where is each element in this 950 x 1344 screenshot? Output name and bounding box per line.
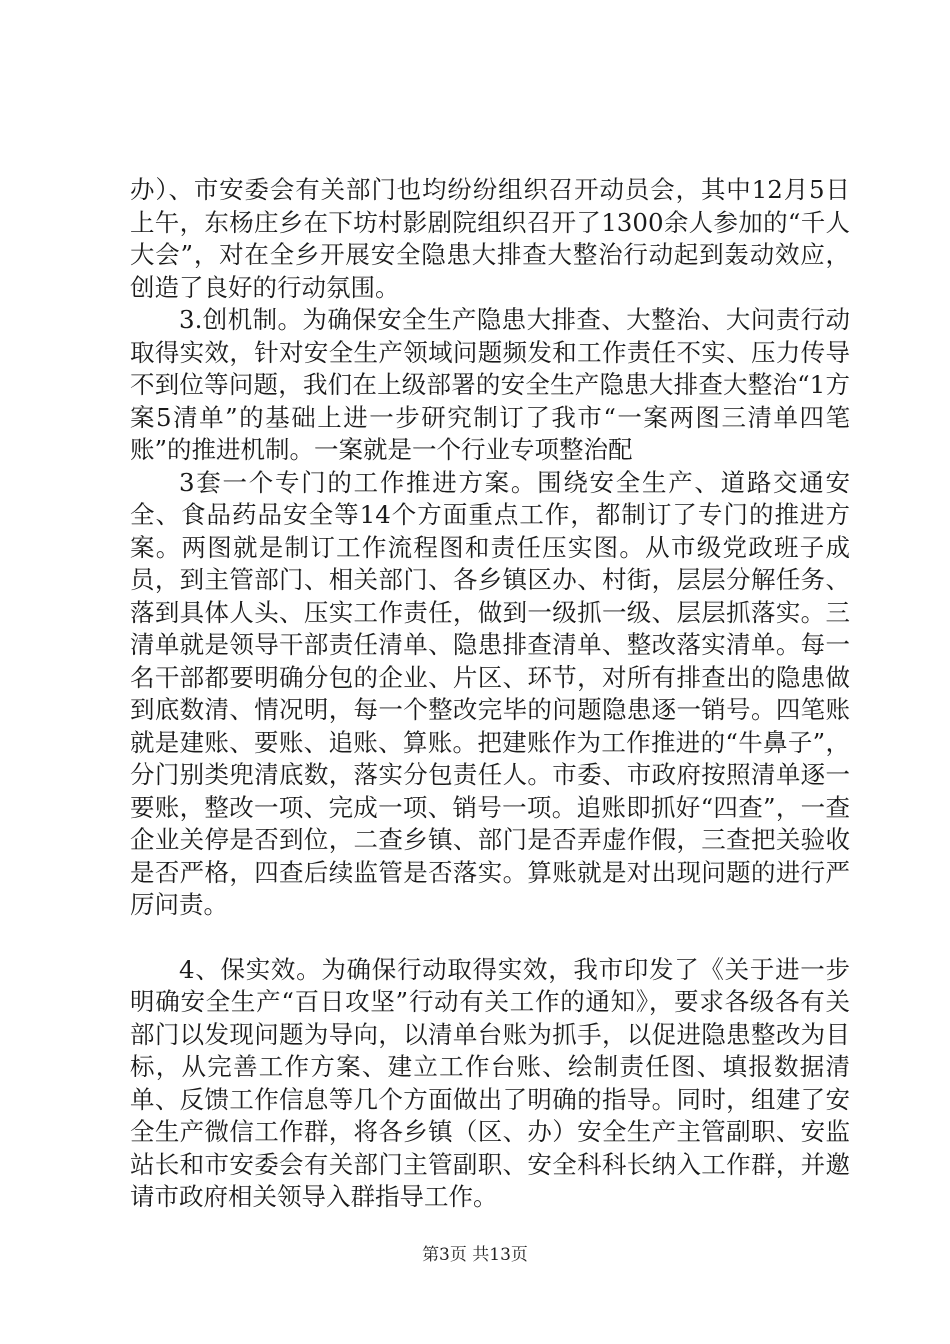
- paragraph-mechanism: 3.创机制。为确保安全生产隐患大排查、大整治、大问责行动取得实效，针对安全生产领域问题频发和工作责任不实、压力传导不到位等问题，我们在上级部署的安全生产隐患大排查大整治“1方案5清单”的基础上进一步研究制订了我市“一案两图三清单四笔账”的推进机制。一案就是一个行业专项整治配: [130, 305, 850, 464]
- document-body: [130, 174, 850, 1214]
- paragraph-continuation: 办）、市安委会有关部门也均纷纷组织召开动员会，其中12月5日上午，东杨庄乡在下坊村影剧院组织召开了1300余人参加的“千人大会”，对在全乡开展安全隐患大排查大整治行动起到轰动效应，创造了良好的行动氛围。: [130, 175, 850, 302]
- paragraph-plan-details: 3套一个专门的工作推进方案。围绕安全生产、道路交通安全、食品药品安全等14个方面重点工作，都制订了专门的推进方案。两图就是制订工作流程图和责任压实图。从市级党政班子成员，到主管部门、相关部门、各乡镇区办、村街，层层分解任务、落到具体人头、压实工作责任，做到一级抓一级、层层抓落实。三清单就是领导干部责任清单、隐患排查清单、整改落实清单。每一名干部都要明确分包的企业、片区、环节，对所有排查出的隐患做到底数清、情况明，每一个整改完毕的问题隐患逐一销号。四笔账就是建账、要账、追账、算账。把建账作为工作推进的“牛鼻子”，分门别类兜清底数，落实分包责任人。市委、市政府按照清单逐一要账，整改一项、完成一项、销号一项。追账即抓好“四查”，一查企业关停是否到位，二查乡镇、部门是否弄虚作假，三查把关验收是否严格，四查后续监管是否落实。算账就是对出现问题的进行严厉问责。: [130, 467, 850, 919]
- page-number-footer: 第3页 共13页: [422, 1245, 528, 1265]
- paragraph-effectiveness: 4、保实效。为确保行动取得实效，我市印发了《关于进一步明确安全生产“百日攻坚”行动有关工作的通知》，要求各级各有关部门以发现问题为导向，以清单台账为抓手，以促进隐患整改为目标，从完善工作方案、建立工作台账、绘制责任图、填报数据清单、反馈工作信息等几个方面做出了明确的指导。同时，组建了安全生产微信工作群，将各乡镇（区、办）安全生产主管副职、安监站长和市安委会有关部门主管副职、安全科科长纳入工作群，并邀请市政府相关领导入群指导工作。: [130, 954, 850, 1211]
